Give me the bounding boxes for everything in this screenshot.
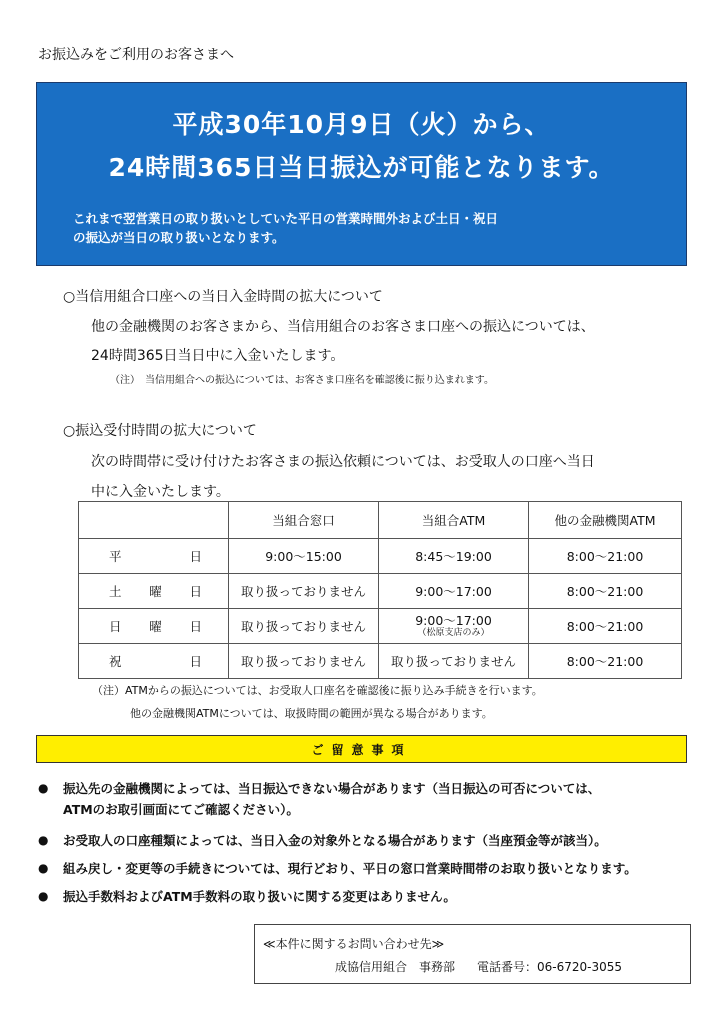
- table-header-cell: [79, 502, 229, 539]
- other-atm-cell: 8:00～21:00: [529, 539, 682, 574]
- day-char: 曜: [149, 619, 162, 634]
- table-header-cell: 当組合ATM: [379, 502, 529, 539]
- caution-item-line: 振込手数料およびATM手数料の取り扱いに関する変更はありません。: [63, 889, 456, 904]
- contact-phone[interactable]: 06-6720-3055: [537, 960, 623, 974]
- atm-time: 9:00～17:00: [415, 613, 492, 628]
- table-header-cell: 他の金融機関ATM: [529, 502, 682, 539]
- caution-item: [63, 886, 456, 907]
- madoguchi-cell: 取り扱っておりません: [229, 574, 379, 609]
- bullet-icon: ●: [38, 781, 49, 795]
- day-char: 平: [109, 549, 122, 564]
- contact-detail: [335, 958, 622, 975]
- announcement-banner: [36, 82, 687, 266]
- table-note-2: 他の金融機関ATMについては、取扱時間の範囲が異なる場合があります。: [130, 707, 493, 720]
- headline-date: 平成30年10月9日（火）から、: [172, 110, 551, 139]
- caution-item-line: 振込先の金融機関によっては、当日振込できない場合があります（当日振込の可否については、: [63, 781, 601, 796]
- atm-cell: 9:00～17:00: [379, 574, 529, 609]
- table-header-row: [79, 502, 682, 539]
- caution-item: [63, 778, 600, 820]
- bullet-icon: ●: [38, 861, 49, 875]
- contact-box: [254, 924, 691, 984]
- table-row: [79, 609, 682, 644]
- section1-heading: ○当信用組合口座への当日入金時間の拡大について: [63, 289, 383, 305]
- banner-subtext-line-2: の振込が当日の取り扱いとなります。: [73, 230, 285, 245]
- section1-note: （注） 当信用組合への振込については、お客さま口座名を確認後に振り込まれます。: [110, 375, 494, 386]
- day-char: 日: [189, 584, 202, 599]
- banner-subtext: [73, 209, 673, 247]
- contact-phone-label: 電話番号：: [477, 960, 538, 974]
- caution-item-line: お受取人の口座種類によっては、当日入金の対象外となる場合があります（当座預金等が該当）。: [63, 833, 607, 848]
- contact-org: 成協信用組合 事務部: [335, 960, 456, 974]
- day-cell: [79, 644, 229, 679]
- madoguchi-cell: 取り扱っておりません: [229, 609, 379, 644]
- caution-title: ご留意事項: [311, 742, 412, 757]
- bullet-icon: ●: [38, 833, 49, 847]
- contact-title: ≪本件に関するお問い合わせ先≫: [263, 937, 445, 951]
- greeting-text: お振込みをご利用のお客さまへ: [38, 47, 234, 63]
- day-cell: [79, 539, 229, 574]
- madoguchi-cell: 9:00～15:00: [229, 539, 379, 574]
- day-char: 日: [109, 619, 122, 634]
- table-row: [79, 574, 682, 609]
- caution-item: [63, 830, 607, 851]
- bullet-icon: ●: [38, 889, 49, 903]
- section2-line-1: 次の時間帯に受け付けたお客さまの振込依頼については、お受取人の口座へ当日: [91, 454, 595, 470]
- atm-branch-note: （松原支店のみ）: [417, 628, 490, 638]
- day-cell: [79, 574, 229, 609]
- atm-cell: 取り扱っておりません: [379, 644, 529, 679]
- day-char: 日: [189, 549, 202, 564]
- section2-heading: ○振込受付時間の拡大について: [63, 423, 257, 439]
- caution-item-line: ATMのお取引画面にてご確認ください）。: [63, 802, 299, 817]
- table-row: [79, 644, 682, 679]
- banner-subtext-line-1: これまで翌営業日の取り扱いとしていた平日の営業時間外および土日・祝日: [73, 211, 499, 226]
- section2-line-2: 中に入金いたします。: [91, 484, 230, 500]
- table-row: [79, 539, 682, 574]
- hours-table: [78, 501, 682, 679]
- day-char: 日: [189, 619, 202, 634]
- table-note-1: （注）ATMからの振込については、お受取人口座名を確認後に振り込み手続きを行います。: [92, 684, 543, 697]
- caution-title-bar: [36, 735, 687, 763]
- madoguchi-cell: 取り扱っておりません: [229, 644, 379, 679]
- day-char: 土: [109, 584, 122, 599]
- other-atm-cell: 8:00～21:00: [529, 574, 682, 609]
- caution-item-line: 組み戻し・変更等の手続きについては、現行どおり、平日の窓口営業時間帯のお取り扱いとなります。: [63, 861, 637, 876]
- table-header-cell: 当組合窓口: [229, 502, 379, 539]
- atm-cell: 8:45～19:00: [379, 539, 529, 574]
- day-char: 祝: [109, 654, 122, 669]
- headline-main: 24時間365日当日振込が可能となります。: [108, 153, 615, 182]
- atm-cell: [379, 609, 529, 644]
- other-atm-cell: 8:00～21:00: [529, 644, 682, 679]
- day-char: 曜: [149, 584, 162, 599]
- day-char: 日: [189, 654, 202, 669]
- other-atm-cell: 8:00～21:00: [529, 609, 682, 644]
- caution-item: [63, 858, 637, 879]
- section1-line-1: 他の金融機関のお客さまから、当信用組合のお客さま口座への振込については、: [91, 319, 595, 335]
- section1-line-2: 24時間365日当日中に入金いたします。: [91, 348, 345, 364]
- day-cell: [79, 609, 229, 644]
